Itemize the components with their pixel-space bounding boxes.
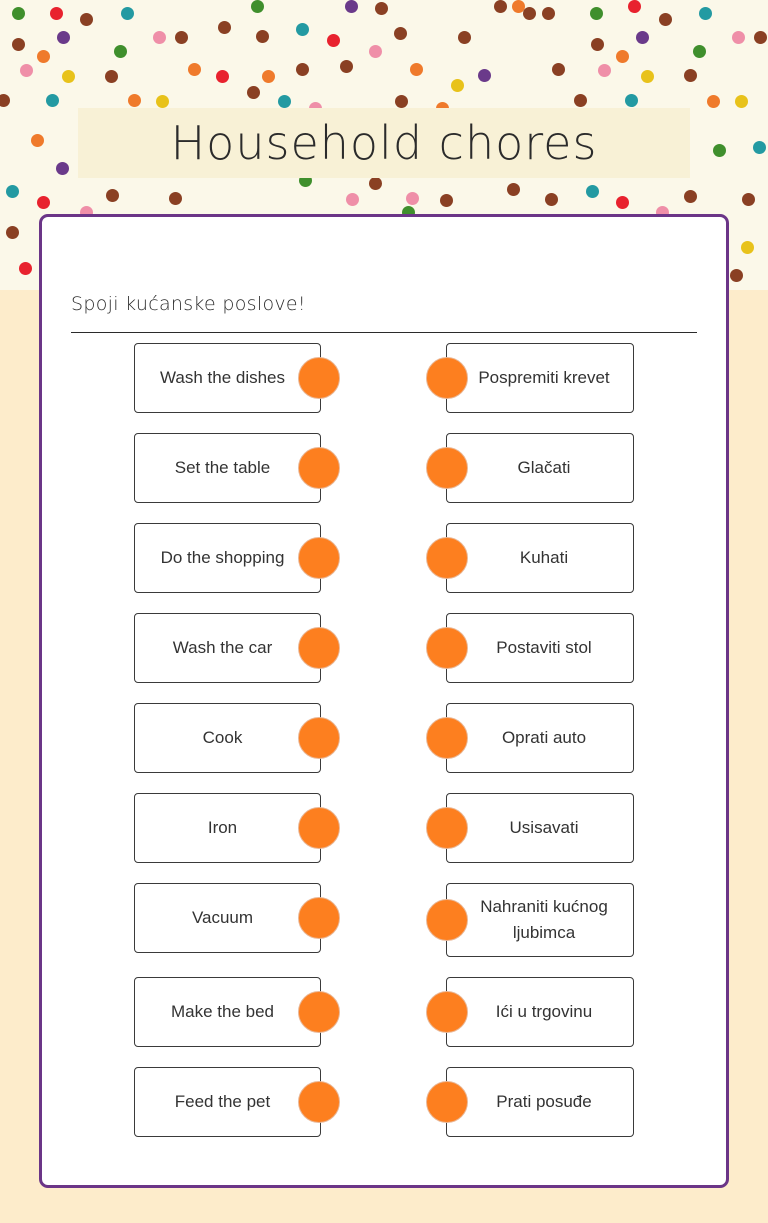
confetti-dot-icon xyxy=(20,64,33,77)
confetti-dot-icon xyxy=(574,94,587,107)
confetti-dot-icon xyxy=(262,70,275,83)
confetti-dot-icon xyxy=(256,30,269,43)
right-match-item[interactable] xyxy=(446,523,634,593)
confetti-dot-icon xyxy=(50,7,63,20)
confetti-dot-icon xyxy=(741,241,754,254)
confetti-dot-icon xyxy=(494,0,507,13)
confetti-dot-icon xyxy=(636,31,649,44)
connector-dot-icon[interactable] xyxy=(426,991,468,1033)
connector-dot-icon[interactable] xyxy=(426,537,468,579)
confetti-dot-icon xyxy=(406,192,419,205)
instruction-text: Spoji kućanske poslove! xyxy=(71,293,306,315)
right-match-item[interactable] xyxy=(446,793,634,863)
right-match-item[interactable] xyxy=(446,343,634,413)
confetti-dot-icon xyxy=(31,134,44,147)
confetti-dot-icon xyxy=(37,196,50,209)
confetti-dot-icon xyxy=(625,94,638,107)
confetti-dot-icon xyxy=(693,45,706,58)
confetti-dot-icon xyxy=(12,38,25,51)
confetti-dot-icon xyxy=(169,192,182,205)
right-match-item[interactable] xyxy=(446,977,634,1047)
connector-dot-icon[interactable] xyxy=(298,991,340,1033)
confetti-dot-icon xyxy=(369,177,382,190)
confetti-dot-icon xyxy=(369,45,382,58)
confetti-dot-icon xyxy=(742,193,755,206)
match-item-label: Oprati auto xyxy=(501,728,587,747)
confetti-dot-icon xyxy=(0,94,10,107)
confetti-dot-icon xyxy=(730,269,743,282)
match-item-label: Wash the dishes xyxy=(159,368,286,387)
match-item-label: Feed the pet xyxy=(174,1092,271,1111)
connector-dot-icon[interactable] xyxy=(298,897,340,939)
confetti-dot-icon xyxy=(598,64,611,77)
confetti-dot-icon xyxy=(106,189,119,202)
confetti-dot-icon xyxy=(346,193,359,206)
connector-dot-icon[interactable] xyxy=(298,807,340,849)
match-item-label: Ići u trgovinu xyxy=(495,1002,593,1021)
confetti-dot-icon xyxy=(754,31,767,44)
confetti-dot-icon xyxy=(327,34,340,47)
confetti-dot-icon xyxy=(440,194,453,207)
confetti-dot-icon xyxy=(296,23,309,36)
match-item-label: Usisavati xyxy=(509,818,579,837)
confetti-dot-icon xyxy=(684,190,697,203)
connector-dot-icon[interactable] xyxy=(298,717,340,759)
connector-dot-icon[interactable] xyxy=(426,627,468,669)
confetti-dot-icon xyxy=(628,0,641,13)
match-item-label: Wash the car xyxy=(172,638,273,657)
confetti-dot-icon xyxy=(395,95,408,108)
confetti-dot-icon xyxy=(375,2,388,15)
right-match-item[interactable] xyxy=(446,1067,634,1137)
confetti-dot-icon xyxy=(251,0,264,13)
confetti-dot-icon xyxy=(57,31,70,44)
confetti-dot-icon xyxy=(62,70,75,83)
confetti-dot-icon xyxy=(114,45,127,58)
confetti-dot-icon xyxy=(37,50,50,63)
match-item-label: Prati posuđe xyxy=(496,1092,592,1111)
confetti-dot-icon xyxy=(590,7,603,20)
confetti-dot-icon xyxy=(153,31,166,44)
match-item-label: Vacuum xyxy=(191,908,254,927)
confetti-dot-icon xyxy=(458,31,471,44)
confetti-dot-icon xyxy=(345,0,358,13)
left-match-item[interactable] xyxy=(134,433,321,503)
left-match-item[interactable] xyxy=(134,523,321,593)
confetti-dot-icon xyxy=(188,63,201,76)
confetti-dot-icon xyxy=(684,69,697,82)
confetti-dot-icon xyxy=(616,196,629,209)
match-item-label: Cook xyxy=(202,728,243,747)
confetti-dot-icon xyxy=(552,63,565,76)
confetti-dot-icon xyxy=(296,63,309,76)
confetti-dot-icon xyxy=(6,226,19,239)
left-match-item[interactable] xyxy=(134,977,321,1047)
confetti-dot-icon xyxy=(218,21,231,34)
confetti-dot-icon xyxy=(478,69,491,82)
left-match-item[interactable] xyxy=(134,793,321,863)
connector-dot-icon[interactable] xyxy=(298,627,340,669)
connector-dot-icon[interactable] xyxy=(426,1081,468,1123)
confetti-dot-icon xyxy=(410,63,423,76)
confetti-dot-icon xyxy=(340,60,353,73)
right-match-item[interactable] xyxy=(446,433,634,503)
page-title: Household chores xyxy=(170,116,598,170)
match-item-label: Postaviti stol xyxy=(496,638,592,657)
confetti-dot-icon xyxy=(659,13,672,26)
right-match-item[interactable] xyxy=(446,703,634,773)
confetti-dot-icon xyxy=(591,38,604,51)
confetti-dot-icon xyxy=(713,144,726,157)
match-item-label: Pospremiti krevet xyxy=(478,368,610,387)
confetti-dot-icon xyxy=(641,70,654,83)
match-item-label: Iron xyxy=(207,818,238,837)
confetti-dot-icon xyxy=(735,95,748,108)
title-banner xyxy=(78,108,690,178)
confetti-dot-icon xyxy=(523,7,536,20)
right-match-item[interactable] xyxy=(446,883,634,957)
confetti-dot-icon xyxy=(278,95,291,108)
left-match-item[interactable] xyxy=(134,1067,321,1137)
confetti-dot-icon xyxy=(80,13,93,26)
match-item-label: Do the shopping xyxy=(160,548,285,567)
confetti-dot-icon xyxy=(156,95,169,108)
confetti-dot-icon xyxy=(6,185,19,198)
match-item-label: Set the table xyxy=(174,458,271,477)
left-match-item[interactable] xyxy=(134,883,321,953)
confetti-dot-icon xyxy=(19,262,32,275)
confetti-dot-icon xyxy=(545,193,558,206)
match-item-label: Kuhati xyxy=(519,548,569,567)
left-match-item[interactable] xyxy=(134,613,321,683)
confetti-dot-icon xyxy=(121,7,134,20)
connector-dot-icon[interactable] xyxy=(426,717,468,759)
confetti-dot-icon xyxy=(247,86,260,99)
connector-dot-icon[interactable] xyxy=(426,899,468,941)
confetti-dot-icon xyxy=(451,79,464,92)
confetti-dot-icon xyxy=(699,7,712,20)
connector-dot-icon[interactable] xyxy=(426,807,468,849)
confetti-dot-icon xyxy=(753,141,766,154)
confetti-dot-icon xyxy=(216,70,229,83)
confetti-dot-icon xyxy=(105,70,118,83)
connector-dot-icon[interactable] xyxy=(298,357,340,399)
confetti-dot-icon xyxy=(46,94,59,107)
confetti-dot-icon xyxy=(586,185,599,198)
connector-dot-icon[interactable] xyxy=(298,1081,340,1123)
confetti-dot-icon xyxy=(507,183,520,196)
left-match-item[interactable] xyxy=(134,703,321,773)
match-item-label: Nahraniti kućnog ljubimca xyxy=(480,897,608,942)
connector-dot-icon[interactable] xyxy=(426,357,468,399)
divider xyxy=(71,332,697,333)
right-match-item[interactable] xyxy=(446,613,634,683)
confetti-dot-icon xyxy=(732,31,745,44)
confetti-dot-icon xyxy=(175,31,188,44)
confetti-dot-icon xyxy=(542,7,555,20)
match-item-label: Glačati xyxy=(517,458,571,477)
confetti-dot-icon xyxy=(12,7,25,20)
confetti-dot-icon xyxy=(707,95,720,108)
connector-dot-icon[interactable] xyxy=(298,537,340,579)
left-match-item[interactable] xyxy=(134,343,321,413)
confetti-dot-icon xyxy=(128,94,141,107)
match-item-label: Make the bed xyxy=(170,1002,274,1021)
connector-dot-icon[interactable] xyxy=(426,447,468,489)
confetti-dot-icon xyxy=(394,27,407,40)
confetti-dot-icon xyxy=(56,162,69,175)
confetti-dot-icon xyxy=(616,50,629,63)
connector-dot-icon[interactable] xyxy=(298,447,340,489)
